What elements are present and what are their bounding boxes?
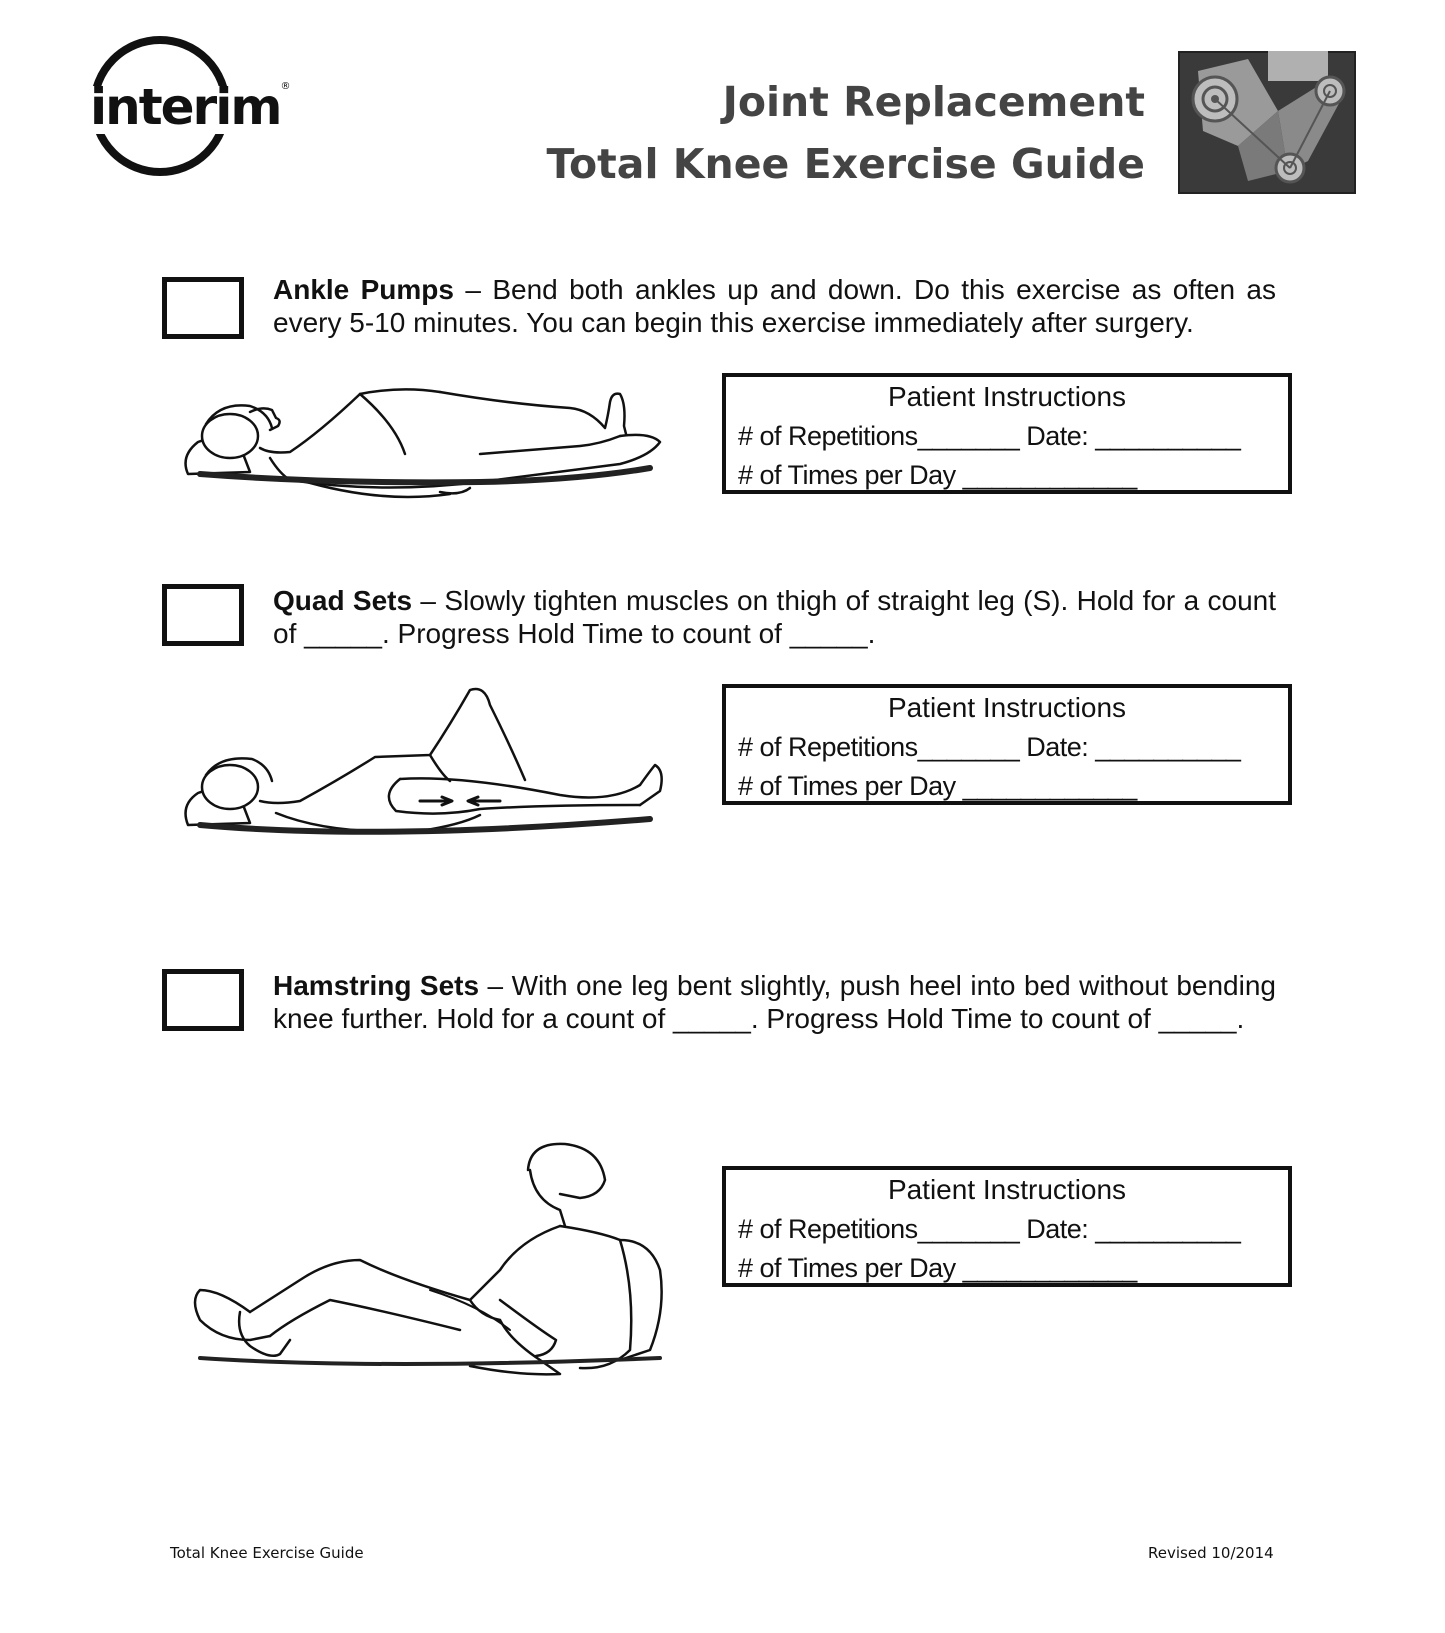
exercise-name: Quad Sets <box>273 585 413 616</box>
patient-lying-ankle-pump-icon <box>180 384 690 514</box>
knee-joint-emblem-icon <box>1178 51 1356 194</box>
hamstring-sets-description: Hamstring Sets – With one leg bent slightly, push heel into bed without bending knee further. Hold for a count of _____. Progress Hold Time to count of _____. <box>273 970 1276 1034</box>
instructions-title: Patient Instructions <box>887 1174 1127 1205</box>
ankle-pumps-checkbox[interactable] <box>162 277 244 339</box>
instructions-title: Patient Instructions <box>887 381 1127 412</box>
repetitions-date-line[interactable]: # of Repetitions_______ Date: __________ <box>738 732 1241 762</box>
ankle-pumps-instructions-box <box>722 373 1292 494</box>
page-title-line1: Joint Replacement <box>722 78 1145 126</box>
exercise-name: Ankle Pumps <box>273 274 454 305</box>
patient-sitting-hamstring-set-icon <box>180 1140 690 1380</box>
quad-sets-description: Quad Sets – Slowly tighten muscles on thigh of straight leg (S). Hold for a count of _____. Progress Hold Time to count of _____. <box>273 585 1277 649</box>
footer-document-name: Total Knee Exercise Guide <box>170 1544 364 1562</box>
repetitions-date-line[interactable]: # of Repetitions_______ Date: __________ <box>738 421 1241 451</box>
exercise-name: Hamstring Sets <box>273 970 480 1001</box>
quad-sets-checkbox[interactable] <box>162 584 244 646</box>
quad-sets-instructions-box <box>722 684 1292 805</box>
times-per-day-line[interactable]: # of Times per Day ____________ <box>738 771 1137 801</box>
instructions-title: Patient Instructions <box>887 692 1127 723</box>
registered-mark: ® <box>280 81 291 92</box>
hamstring-sets-instructions-box <box>722 1166 1292 1287</box>
hamstring-sets-checkbox[interactable] <box>162 969 244 1031</box>
logo-text: interim® <box>90 78 291 136</box>
repetitions-date-line[interactable]: # of Repetitions_______ Date: __________ <box>738 1214 1241 1244</box>
ankle-pumps-description: Ankle Pumps – Bend both ankles up and down. Do this exercise as often as every 5-10 minutes. You can begin this exercise immediately after surgery. <box>273 274 1276 338</box>
footer-revision-date: Revised 10/2014 <box>1148 1544 1274 1562</box>
times-per-day-line[interactable]: # of Times per Day ____________ <box>738 1253 1137 1283</box>
times-per-day-line[interactable]: # of Times per Day ____________ <box>738 460 1137 490</box>
patient-lying-quad-set-icon <box>180 685 690 850</box>
page-title-line2: Total Knee Exercise Guide <box>546 140 1145 188</box>
interim-logo <box>90 36 290 166</box>
